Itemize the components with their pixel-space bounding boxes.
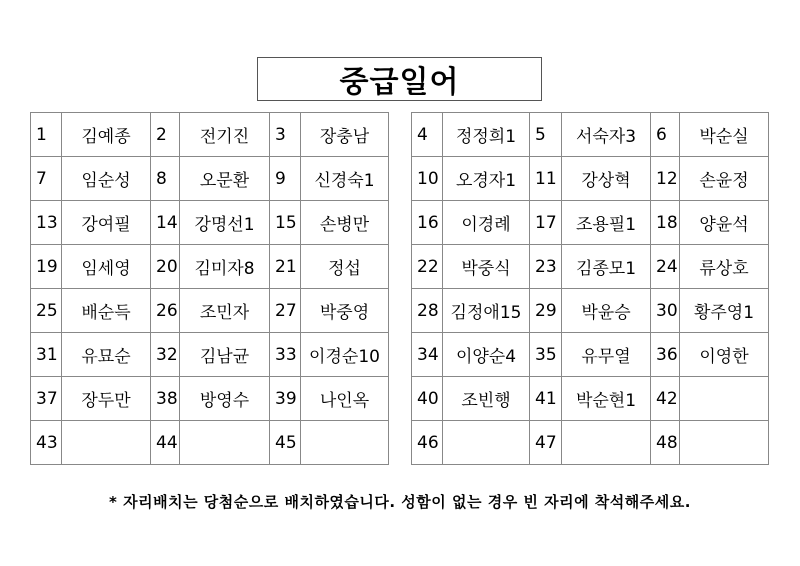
seat-name: 오문환 — [180, 157, 270, 201]
seat-number: 27 — [270, 289, 301, 333]
seat-number: 7 — [31, 157, 62, 201]
seat-row — [31, 421, 389, 465]
seat-row — [31, 157, 389, 201]
seat-name: 박순현1 — [562, 377, 651, 421]
seat-number: 19 — [31, 245, 62, 289]
seat-number: 4 — [412, 113, 443, 157]
seat-name: 김남균 — [180, 333, 270, 377]
seat-number: 37 — [31, 377, 62, 421]
seat-name: 김예종 — [62, 113, 151, 157]
seat-number: 14 — [151, 201, 180, 245]
seat-number: 29 — [530, 289, 562, 333]
seat-number: 34 — [412, 333, 443, 377]
seat-number: 31 — [31, 333, 62, 377]
seat-number: 41 — [530, 377, 562, 421]
seat-row — [412, 113, 769, 157]
seat-number: 1 — [31, 113, 62, 157]
seat-number: 21 — [270, 245, 301, 289]
seat-number: 28 — [412, 289, 443, 333]
seat-row — [31, 113, 389, 157]
seat-name — [443, 421, 530, 465]
seat-name: 임세영 — [62, 245, 151, 289]
seat-name: 박윤승 — [562, 289, 651, 333]
seat-name: 나인옥 — [301, 377, 389, 421]
seat-number: 3 — [270, 113, 301, 157]
seat-name: 조민자 — [180, 289, 270, 333]
seat-number: 35 — [530, 333, 562, 377]
seat-name: 강여필 — [62, 201, 151, 245]
seat-number: 24 — [651, 245, 680, 289]
seat-name: 조빈행 — [443, 377, 530, 421]
seat-row — [31, 333, 389, 377]
seat-name — [680, 377, 769, 421]
seat-number: 18 — [651, 201, 680, 245]
seat-number: 13 — [31, 201, 62, 245]
seat-name: 양윤석 — [680, 201, 769, 245]
seat-row — [31, 245, 389, 289]
seating-table-right — [411, 112, 769, 465]
seat-name: 서숙자3 — [562, 113, 651, 157]
seat-name — [180, 421, 270, 465]
seat-row — [31, 377, 389, 421]
seat-row — [412, 377, 769, 421]
seat-name: 방영수 — [180, 377, 270, 421]
seat-number: 2 — [151, 113, 180, 157]
seat-row — [412, 157, 769, 201]
seat-number: 20 — [151, 245, 180, 289]
seat-name: 류상호 — [680, 245, 769, 289]
seating-note: * 자리배치는 당첨순으로 배치하였습니다. 성함이 없는 경우 빈 자리에 착석해주세요. — [109, 493, 691, 511]
seat-number: 11 — [530, 157, 562, 201]
seat-number: 9 — [270, 157, 301, 201]
seat-name — [301, 421, 389, 465]
seat-number: 16 — [412, 201, 443, 245]
seat-number: 17 — [530, 201, 562, 245]
seat-number: 40 — [412, 377, 443, 421]
seat-name: 임순성 — [62, 157, 151, 201]
seat-name: 배순득 — [62, 289, 151, 333]
seat-row — [412, 201, 769, 245]
seat-name: 박중영 — [301, 289, 389, 333]
seat-row — [31, 289, 389, 333]
seat-row — [31, 201, 389, 245]
seat-name: 강명선1 — [180, 201, 270, 245]
seat-number: 22 — [412, 245, 443, 289]
seat-number: 23 — [530, 245, 562, 289]
seat-name: 정정희1 — [443, 113, 530, 157]
seat-name: 신경숙1 — [301, 157, 389, 201]
seat-number: 39 — [270, 377, 301, 421]
seat-name: 정섭 — [301, 245, 389, 289]
seat-row — [412, 421, 769, 465]
seat-number: 43 — [31, 421, 62, 465]
seat-number: 15 — [270, 201, 301, 245]
seat-name: 이경순10 — [301, 333, 389, 377]
seat-name: 강상혁 — [562, 157, 651, 201]
seat-number: 5 — [530, 113, 562, 157]
seat-row — [412, 333, 769, 377]
seat-name: 이영한 — [680, 333, 769, 377]
seat-number: 47 — [530, 421, 562, 465]
seat-name: 이양순4 — [443, 333, 530, 377]
seat-name: 오경자1 — [443, 157, 530, 201]
page-title: 중급일어 — [257, 57, 542, 101]
seat-number: 48 — [651, 421, 680, 465]
seat-number: 36 — [651, 333, 680, 377]
seat-name — [62, 421, 151, 465]
seat-name: 전기진 — [180, 113, 270, 157]
seat-name: 장두만 — [62, 377, 151, 421]
seat-number: 44 — [151, 421, 180, 465]
seat-number: 45 — [270, 421, 301, 465]
seat-number: 12 — [651, 157, 680, 201]
seat-name: 손윤정 — [680, 157, 769, 201]
seat-name: 손병만 — [301, 201, 389, 245]
seat-name — [680, 421, 769, 465]
seat-name: 김종모1 — [562, 245, 651, 289]
seat-number: 6 — [651, 113, 680, 157]
seat-name: 황주영1 — [680, 289, 769, 333]
seat-name: 유무열 — [562, 333, 651, 377]
seat-name: 유묘순 — [62, 333, 151, 377]
seat-number: 38 — [151, 377, 180, 421]
seat-name: 조용필1 — [562, 201, 651, 245]
seating-table-left — [30, 112, 389, 465]
seat-number: 8 — [151, 157, 180, 201]
seat-number: 32 — [151, 333, 180, 377]
seat-name: 김정애15 — [443, 289, 530, 333]
seat-name: 박순실 — [680, 113, 769, 157]
seat-number: 46 — [412, 421, 443, 465]
seat-number: 26 — [151, 289, 180, 333]
seat-name: 김미자8 — [180, 245, 270, 289]
seat-name: 장충남 — [301, 113, 389, 157]
seat-row — [412, 245, 769, 289]
seat-name: 박중식 — [443, 245, 530, 289]
seat-number: 25 — [31, 289, 62, 333]
seat-row — [412, 289, 769, 333]
seat-name — [562, 421, 651, 465]
seat-number: 33 — [270, 333, 301, 377]
seat-number: 30 — [651, 289, 680, 333]
seat-number: 10 — [412, 157, 443, 201]
seat-name: 이경례 — [443, 201, 530, 245]
seat-number: 42 — [651, 377, 680, 421]
